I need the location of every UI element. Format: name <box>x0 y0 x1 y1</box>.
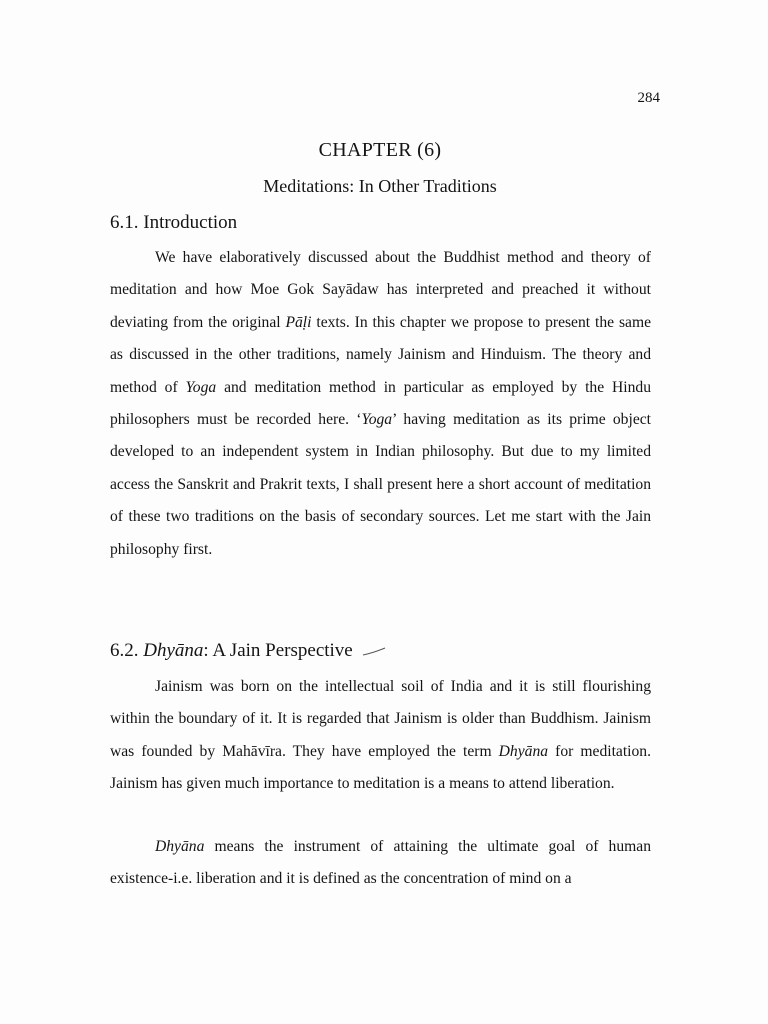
text-run: means the instrument of attaining the ultimate goal of human existence-i.e. liberation and it is defined as the concentration of mind on a <box>110 838 651 888</box>
italic-term-yoga: Yoga <box>185 378 217 396</box>
text-run: for meditation. Jainism has given much importance to meditation is a means to attend liberation. <box>110 742 651 793</box>
text-run: ’ having meditation as its prime object developed to an independent system in Indian philosophy. But due to my limited access the Sanskrit and Prakrit texts, I shall present here a short account of meditation of these two traditions on the basis of secondary sources. Let me start with the Jain philosophy first. <box>110 411 651 558</box>
italic-term-yoga: Yoga <box>361 411 393 429</box>
text-run: texts. In this chapter we propose to present the same as discussed in the other traditions, namely Jainism and Hinduism. The theory and method of <box>110 313 651 396</box>
pen-mark-icon <box>361 647 387 657</box>
italic-term-pali: Pāḷi <box>285 313 312 331</box>
section-heading-jain-perspective <box>110 640 387 662</box>
italic-term-dhyana: Dhyāna <box>155 838 205 855</box>
chapter-subtitle: Meditations: In Other Traditions <box>263 176 497 196</box>
introduction-paragraph <box>110 242 651 566</box>
heading-rest: : A Jain Perspective <box>203 640 353 661</box>
section-heading-introduction: 6.1. Introduction <box>110 212 238 233</box>
jainism-paragraph <box>110 671 651 801</box>
heading-number: 6.2. <box>110 640 144 661</box>
text-run: and meditation method in particular as employed by the Hindu philosophers must be recorded here. ‘ <box>110 378 652 429</box>
dhyana-definition-paragraph <box>110 831 651 896</box>
page-number: 284 <box>637 90 660 106</box>
text-run: Jainism was born on the intellectual soil of India and it is still flourishing within the boundary of it. It is regarded that Jainism is older than Buddhism. Jainism was founded by Mahāvīra. They have employed the term <box>110 678 651 760</box>
italic-term-dhyana: Dhyāna <box>498 742 549 760</box>
chapter-title: CHAPTER (6) <box>318 139 442 161</box>
text-run: We have elaboratively discussed about the Buddhist method and theory of meditation and how Moe Gok Sayādaw has interpreted and preached it without deviating from the original <box>110 249 651 331</box>
heading-term-dhyana: Dhyāna <box>143 640 204 661</box>
